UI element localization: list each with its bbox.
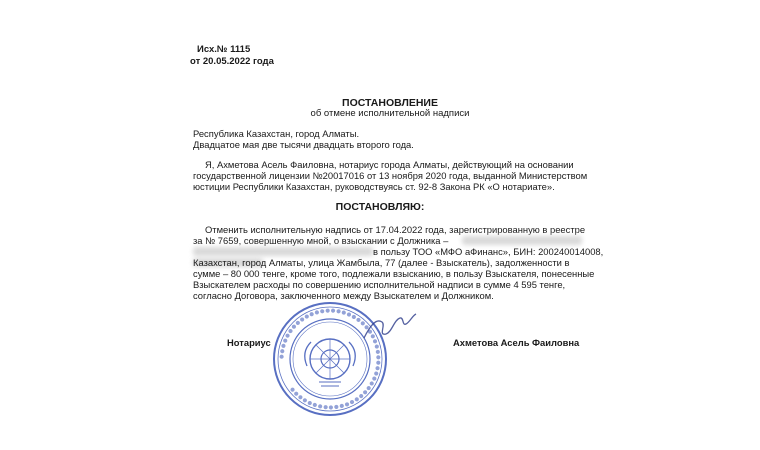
intro-line-3: юстиции Республики Казахстан, руководствуясь ст. 92-8 Закона РК «О нотариате». — [193, 181, 555, 192]
decree-line-5: сумме – 80 000 тенге, кроме того, подлежали взысканию, в пользу Взыскателя, понесенные — [193, 268, 595, 279]
decree-line-2: за № 7659, совершенную мной, о взыскании с Должника – — [193, 235, 449, 246]
place-line: Республика Казахстан, город Алматы. — [193, 128, 360, 139]
svg-text:●●●●●●●●●●●●●●●●●●●●●●●●●●●●●●: ●●●●●●●●●●●●●●●●●●●●●●●●●●●●●●●●●●●●●●●●●●●●●●●●●● — [278, 307, 382, 411]
intro-line-1: Я, Ахметова Асель Фаиловна, нотариус города Алматы, действующий на основании — [205, 159, 574, 170]
decree-line-7: согласно Договора, заключенного между Взыскателем и Должником. — [193, 290, 494, 301]
redacted-debtor-name — [462, 236, 582, 245]
decree-line-1: Отменить исполнительную надпись от 17.04.2022 года, зарегистрированную в реестре — [205, 224, 586, 235]
notary-signature — [360, 308, 420, 348]
intro-line-2: государственной лицензии №20017016 от 13 ноября 2020 года, выданной Министерством — [193, 170, 588, 181]
ref-date: от 20.05.2022 года — [190, 56, 274, 67]
signer-name: Ахметова Асель Фаиловна — [453, 337, 580, 348]
decree-heading: ПОСТАНОВЛЯЮ: — [335, 201, 425, 213]
ref-number: Исх.№ 1115 — [197, 44, 251, 55]
redacted-debtor-details — [193, 247, 373, 256]
decree-line-6: Взыскателем расходы по совершению исполнительной надписи в сумме 4 595 тенге, — [193, 279, 566, 290]
signer-role: Нотариус — [227, 337, 271, 348]
decree-line-3: в пользу ТОО «МФО аФинанс», БИН: 200240014008, — [373, 246, 604, 257]
document-title: ПОСТАНОВЛЕНИЕ — [342, 97, 438, 109]
date-line: Двадцатое мая две тысячи двадцать второго года. — [193, 139, 414, 150]
document-subtitle: об отмене исполнительной надписи — [310, 108, 470, 119]
decree-line-4: Казахстан, город Алматы, улица Жамбыла, 77 (далее - Взыскатель), задолженности в — [193, 257, 570, 268]
